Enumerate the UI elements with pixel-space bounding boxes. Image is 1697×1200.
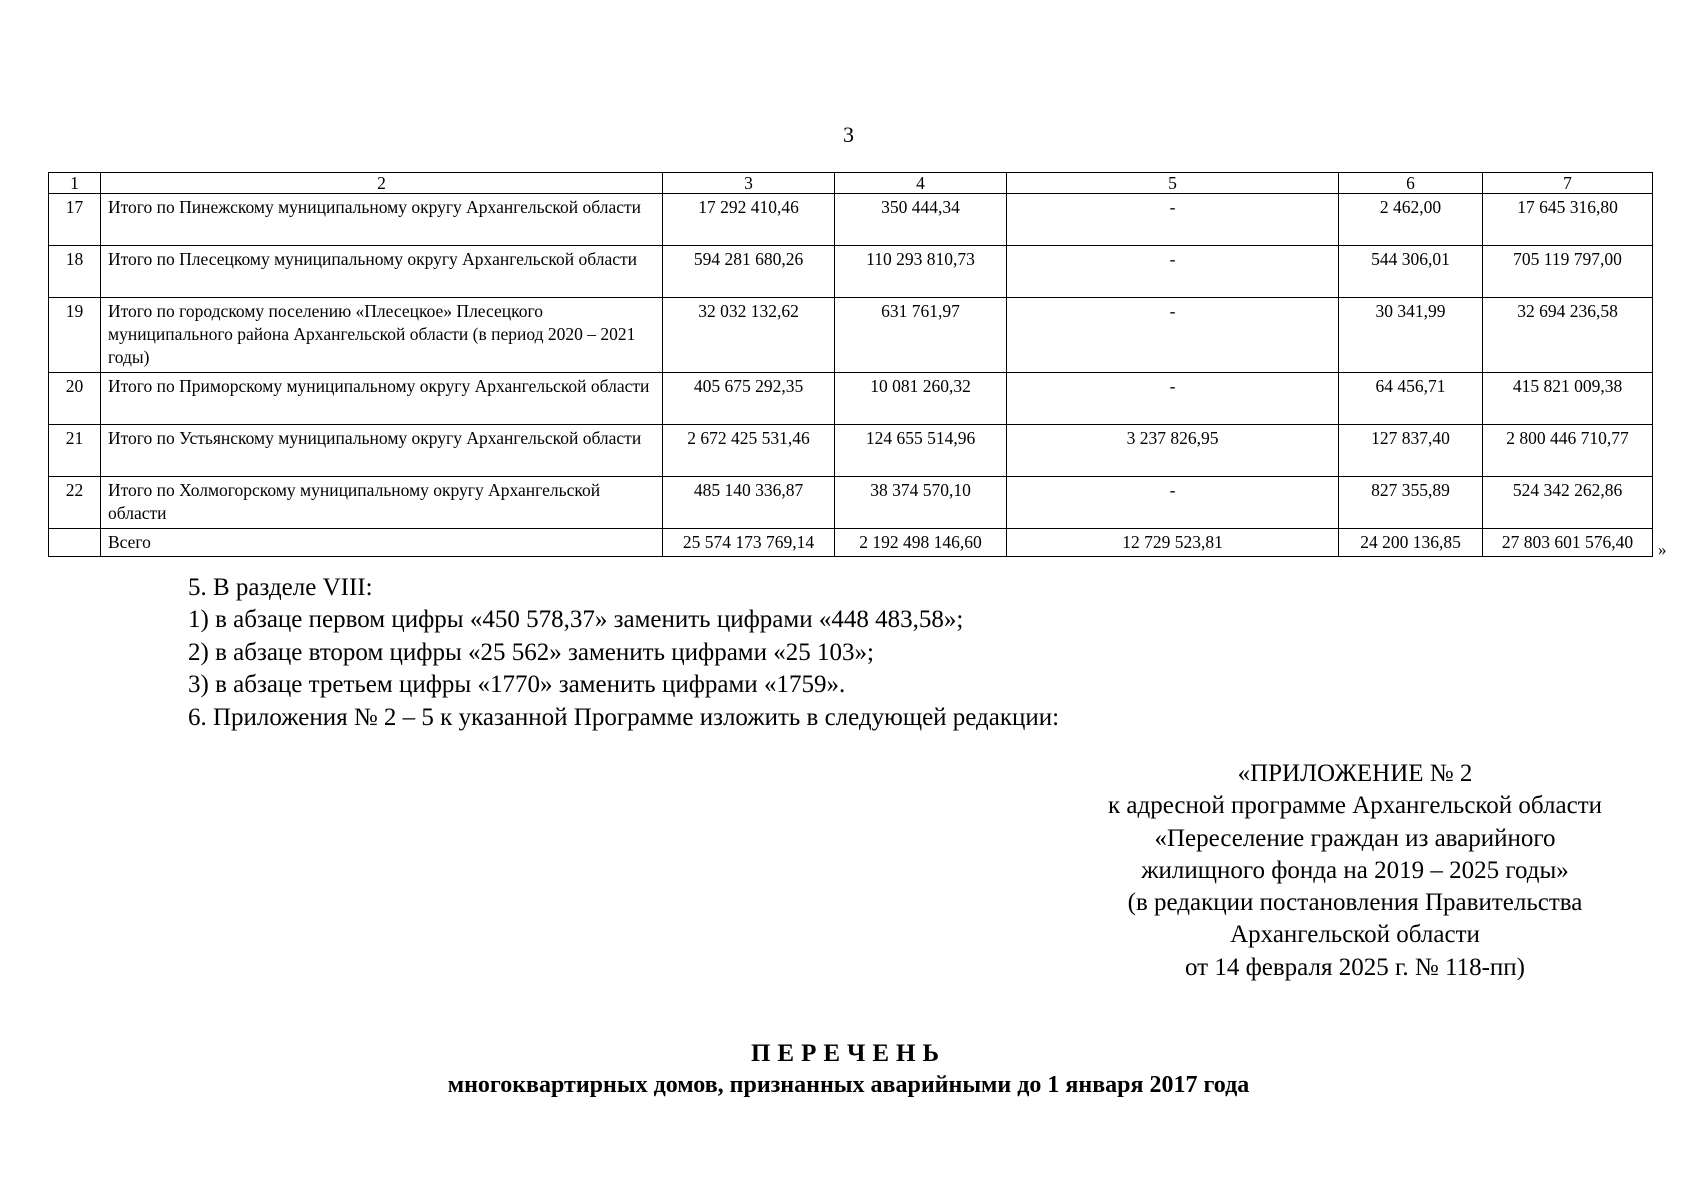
cell-col3: 25 574 173 769,14 [663,529,835,557]
page-number: 3 [843,122,854,147]
cell-col6: 24 200 136,85 [1339,529,1483,557]
amendment-line: 3) в абзаце третьем цифры «1770» заменить цифрами «1759». [188,671,846,699]
row-name: Итого по Устьянскому муниципальному округу Архангельской области [101,425,663,477]
appendix-line: Архангельской области [1230,921,1480,949]
row-number: 17 [49,194,101,246]
row-name: Итого по Холмогорскому муниципальному округу Архангельской области [101,477,663,529]
cell-col3: 405 675 292,35 [663,373,835,425]
appendix-line: к адресной программе Архангельской области [1107,792,1603,820]
budget-table [48,172,1653,557]
table-row [49,246,1653,298]
cell-col7: 32 694 236,58 [1483,298,1653,373]
row-name: Итого по Пинежскому муниципальному округу Архангельской области [101,194,663,246]
cell-col5: - [1007,298,1339,373]
cell-col5: - [1007,373,1339,425]
cell-col5: - [1007,477,1339,529]
cell-col7: 17 645 316,80 [1483,194,1653,246]
header-cell: 4 [835,173,1007,194]
table-row [49,373,1653,425]
cell-col4: 110 293 810,73 [835,246,1007,298]
amendment-line: 2) в абзаце втором цифры «25 562» заменить цифрами «25 103»; [188,638,874,666]
header-cell: 6 [1339,173,1483,194]
header-cell: 2 [101,173,663,194]
header-cell: 5 [1007,173,1339,194]
cell-col5: 3 237 826,95 [1007,425,1339,477]
row-number: 20 [49,373,101,425]
cell-col7: 27 803 601 576,40 [1483,529,1653,557]
list-title: ПЕРЕЧЕНЬ [750,1040,947,1067]
row-number: 21 [49,425,101,477]
cell-col7: 415 821 009,38 [1483,373,1653,425]
appendix-line: (в редакции постановления Правительства [1127,889,1583,917]
header-cell: 1 [49,173,101,194]
amendment-line: 1) в абзаце первом цифры «450 578,37» заменить цифрами «448 483,58»; [188,606,964,634]
closing-quote: » [1658,540,1667,559]
amendments-block [188,572,1059,734]
cell-col5: - [1007,246,1339,298]
row-name: Всего [101,529,663,557]
header-cell: 7 [1483,173,1653,194]
row-number: 22 [49,477,101,529]
cell-col4: 124 655 514,96 [835,425,1007,477]
cell-col7: 705 119 797,00 [1483,246,1653,298]
list-subtitle: многоквартирных домов, признанных аварийными до 1 января 2017 года [447,1072,1250,1098]
cell-col6: 127 837,40 [1339,425,1483,477]
cell-col6: 544 306,01 [1339,246,1483,298]
table-row [49,298,1653,373]
amendment-line: 5. В разделе VIII: [188,574,373,601]
cell-col7: 2 800 446 710,77 [1483,425,1653,477]
cell-col6: 2 462,00 [1339,194,1483,246]
cell-col4: 350 444,34 [835,194,1007,246]
appendix-header [1010,758,1697,984]
row-name: Итого по Приморскому муниципальному округу Архангельской области [101,373,663,425]
row-number [49,529,101,557]
cell-col6: 827 355,89 [1339,477,1483,529]
table-header-row [49,173,1653,194]
cell-col4: 10 081 260,32 [835,373,1007,425]
appendix-line: от 14 февраля 2025 г. № 118-пп) [1184,953,1525,981]
cell-col3: 594 281 680,26 [663,246,835,298]
cell-col6: 64 456,71 [1339,373,1483,425]
cell-col4: 631 761,97 [835,298,1007,373]
table-row [49,194,1653,246]
row-number: 18 [49,246,101,298]
header-cell: 3 [663,173,835,194]
cell-col4: 38 374 570,10 [835,477,1007,529]
appendix-line: жилищного фонда на 2019 – 2025 годы» [1141,856,1569,884]
table-row [49,477,1653,529]
total-row [49,529,1653,557]
cell-col3: 32 032 132,62 [663,298,835,373]
cell-col3: 485 140 336,87 [663,477,835,529]
appendix-line: «ПРИЛОЖЕНИЕ № 2 [1237,760,1473,787]
table-row [49,425,1653,477]
row-number: 19 [49,298,101,373]
cell-col4: 2 192 498 146,60 [835,529,1007,557]
amendment-line: 6. Приложения № 2 – 5 к указанной Программе изложить в следующей редакции: [188,703,1060,731]
cell-col6: 30 341,99 [1339,298,1483,373]
cell-col3: 17 292 410,46 [663,194,835,246]
cell-col5: - [1007,194,1339,246]
cell-col5: 12 729 523,81 [1007,529,1339,557]
row-name: Итого по Плесецкому муниципальному округу Архангельской области [101,246,663,298]
cell-col3: 2 672 425 531,46 [663,425,835,477]
appendix-line: «Переселение граждан из аварийного [1154,824,1556,852]
row-name: Итого по городскому поселению «Плесецкое» Плесецкого муниципального района Архангельской области (в период 2020 – 2021 годы) [101,298,663,373]
cell-col7: 524 342 262,86 [1483,477,1653,529]
